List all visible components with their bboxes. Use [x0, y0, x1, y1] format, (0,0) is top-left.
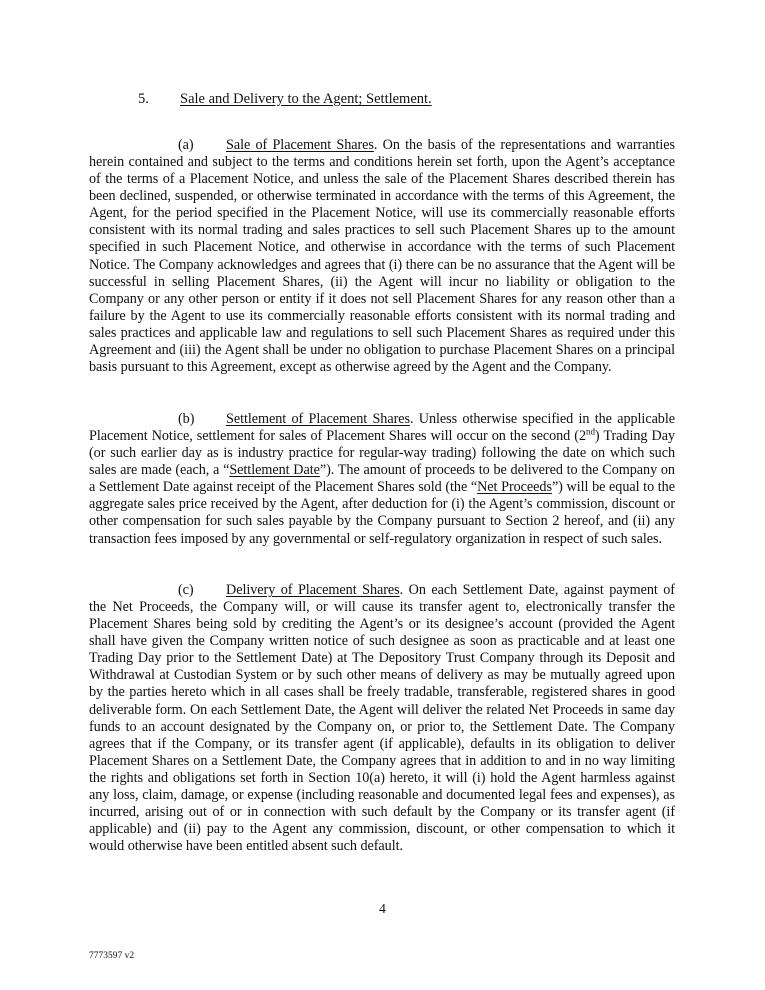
- ordinal-superscript: nd: [586, 426, 595, 437]
- paragraph-b-body-2: ) Trading Day (or such earlier day as is industry practice for regular-way trading) following the date on which such sales are made (each, a “: [89, 428, 675, 479]
- defined-term-settlement-date: Settlement Date: [229, 462, 320, 479]
- paragraph-a-label: (a): [178, 137, 194, 154]
- defined-term-net-proceeds: Net Proceeds: [477, 479, 552, 496]
- paragraph-c-body: . On each Settlement Date, against payment of the Net Proceeds, the Company will, or will cause its transfer agent to, electronically transfer the Placement Shares being sold by crediting the Agent’s or its designee’s account (provided the Agent shall have given the Company written notice of such designee as soon as practicable and at least one Trading Day prior to the Settlement Date) at The Depository Trust Company through its Deposit and Withdrawal at Custodian System or by such other means of delivery as may be mutually agreed upon by the parties hereto which in all cases shall be freely tradable, transferable, registered shares in good deliverable form. On each Settlement Date, the Agent will deliver the related Net Proceeds in same day funds to an account designated by the Company on, or prior to, the Settlement Date. The Company agrees that if the Company, or its transfer agent (if applicable), defaults in its obligation to deliver Placement Shares on a Settlement Date, the Company agrees that in addition to and in no way limiting the rights and obligations set forth in Section 10(a) hereto, it will (i) hold the Agent harmless against any loss, claim, damage, or expense (including reasonable and documented legal fees and expenses), as incurred, arising out of or in connection with such default by the Company or its transfer agent (if applicable) and (ii) pay to the Agent any commission, discount, or other compensation to which it would otherwise have been entitled absent such default.: [89, 582, 675, 854]
- paragraph-c: [89, 582, 675, 855]
- section-title: Sale and Delivery to the Agent; Settlement.: [180, 91, 432, 107]
- section-number: 5.: [138, 91, 149, 107]
- paragraph-a-body: . On the basis of the representations and warranties herein contained and subject to the terms and conditions herein set forth, upon the Agent’s acceptance of the terms of a Placement Notice, and unless the sale of the Placement Shares described therein has been declined, suspended, or otherwise terminated in accordance with the terms of this Agreement, the Agent, for the period specified in the Placement Notice, will use its commercially reasonable efforts consistent with its normal trading and sales practices to sell such Placement Shares up to the amount specified in such Placement Notice, and otherwise in accordance with the terms of such Placement Notice. The Company acknowledges and agrees that (i) there can be no assurance that the Agent will be successful in selling Placement Shares, (ii) the Agent will incur no liability or obligation to the Company or any other person or entity if it does not sell Placement Shares for any reason other than a failure by the Agent to use its commercially reasonable efforts consistent with its normal trading and sales practices and applicable law and regulations to sell such Placement Shares as required under this Agreement and (iii) the Agent shall be under no obligation to purchase Placement Shares on a principal basis pursuant to this Agreement, except as otherwise agreed by the Agent and the Company.: [89, 137, 675, 375]
- paragraph-b: [89, 411, 675, 547]
- page-number: 4: [379, 901, 386, 916]
- paragraph-b-label: (b): [178, 411, 195, 428]
- paragraph-b-body-4: ”) will be equal to the aggregate sales price received by the Agent, after deduction for (i) the Agent’s commission, discount or other compensation for such sales payable by the Company pursuant to Section 2 hereof, and (ii) any transaction fees imposed by any governmental or self-regulatory organization in respect of such sales.: [89, 479, 675, 547]
- paragraph-c-heading: Delivery of Placement Shares: [226, 582, 400, 599]
- paragraph-a-heading: Sale of Placement Shares: [226, 137, 374, 154]
- section-heading: [138, 90, 432, 108]
- paragraph-a: [89, 137, 675, 376]
- paragraph-b-heading: Settlement of Placement Shares: [226, 411, 410, 428]
- document-id: 7773597 v2: [89, 951, 135, 961]
- paragraph-b-body-3: ”). The amount of proceeds to be delivered to the Company on a Settlement Date against receipt of the Placement Shares sold (the “: [89, 462, 675, 496]
- paragraph-b-body-1: . Unless otherwise specified in the applicable Placement Notice, settlement for sales of Placement Shares will occur on the second (2: [89, 411, 675, 445]
- paragraph-c-label: (c): [178, 582, 194, 599]
